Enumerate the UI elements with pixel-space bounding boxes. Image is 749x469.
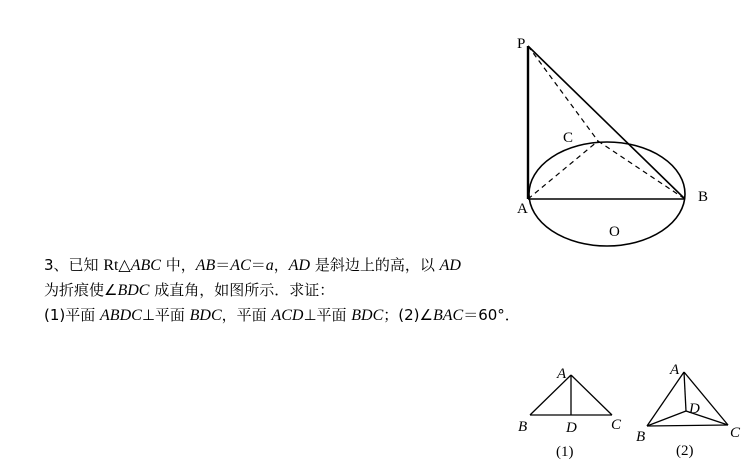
text-segment: 为折痕使∠ (44, 281, 118, 299)
text-segment: 中， (160, 256, 196, 274)
fig2-BC (647, 425, 728, 426)
math-BDC: BDC (351, 307, 384, 324)
math-AB: AB (195, 257, 216, 274)
math-ABC: ABC (130, 257, 161, 274)
text-segment: (1)平面 (44, 306, 101, 324)
fig2-AD (684, 372, 686, 411)
label-C: C (563, 130, 574, 146)
math-a: a (265, 257, 274, 274)
fig1-label-B: B (518, 419, 528, 435)
text-segment: ；(2)∠ (383, 306, 433, 324)
label-B: B (698, 189, 709, 205)
math-ABDC: ABDC (100, 307, 142, 324)
label-P: P (517, 36, 526, 52)
fig2-label-C: C (730, 425, 741, 441)
figure-1 (518, 366, 622, 460)
math-AD: AD (288, 257, 311, 274)
text-segment: 3、已知 (44, 256, 104, 274)
segment-PC (528, 46, 598, 141)
fig2-label-A: A (670, 362, 680, 378)
text-segment: ⊥平面 (303, 306, 352, 324)
fig1-label-C: C (611, 417, 622, 433)
math-AD: AD (439, 257, 461, 274)
fig1-label-A: A (557, 366, 567, 382)
text-segment: Rt△ (103, 257, 131, 274)
text-segment: ，平面 (221, 306, 272, 324)
math-BDC: BDC (117, 282, 150, 299)
segment-CB (598, 141, 685, 199)
math-ACD: ACD (271, 307, 304, 324)
problem-line-1 (44, 253, 544, 278)
problem-text (44, 253, 544, 328)
base-ellipse (529, 142, 685, 246)
label-O: O (609, 224, 620, 240)
math-BAC: BAC (432, 307, 464, 324)
math-AC: AC (230, 257, 251, 274)
fig1-label-D: D (566, 420, 577, 436)
text-segment: ＝ (250, 256, 266, 274)
fig2-label-B: B (636, 429, 646, 445)
label-A: A (517, 201, 528, 217)
text-segment: ， (273, 256, 289, 274)
fig2-caption: (2) (676, 443, 694, 459)
text-segment: 是斜边上的高，以 (310, 256, 440, 274)
text-segment: ⊥平面 (141, 306, 190, 324)
problem-line-2 (44, 278, 544, 303)
fig2-label-D: D (689, 401, 700, 417)
text-segment: 成直角，如图所示．求证： (149, 281, 335, 299)
segment-PB (528, 46, 685, 199)
math-BDC: BDC (189, 307, 222, 324)
figure-2 (636, 362, 741, 459)
fig1-caption: (1) (556, 444, 574, 460)
fig2-AB (647, 372, 684, 426)
text-segment: ＝60°． (463, 306, 520, 324)
fig1-AC (571, 375, 612, 415)
problem-line-3 (44, 303, 544, 328)
text-segment: ＝ (215, 256, 231, 274)
